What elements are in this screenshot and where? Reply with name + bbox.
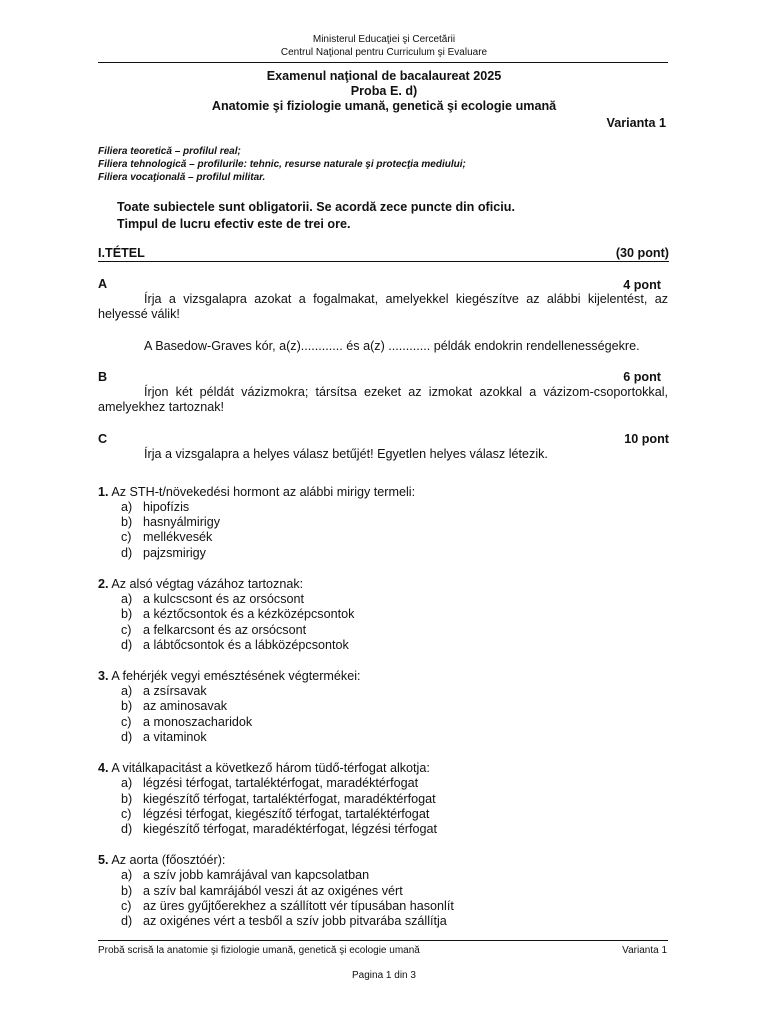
option-text: pajzsmirigy	[143, 546, 206, 560]
section-rule	[98, 261, 669, 262]
question-number: 5.	[98, 853, 109, 867]
footer-variant: Varianta 1	[622, 945, 667, 956]
option-text: a monoszacharidok	[143, 715, 253, 729]
filiera-teoretica: Filiera teoretică – profilul real;	[98, 146, 241, 157]
question-4-option-a	[121, 776, 418, 790]
option-letter: d)	[121, 546, 133, 560]
option-letter: d)	[121, 638, 133, 652]
question-2-option-d	[121, 638, 349, 652]
question-5-option-d	[121, 914, 447, 928]
header-rule	[98, 62, 668, 63]
question-text: Az alsó végtag vázához tartoznak:	[111, 577, 304, 591]
footer-subject: Probă scrisă la anatomie şi fiziologie umană, genetică şi ecologie umană	[98, 945, 420, 956]
option-letter: c)	[121, 899, 132, 913]
question-4-option-b	[121, 792, 436, 806]
ministry-name: Ministerul Educaţiei şi Cercetării	[312, 34, 456, 45]
section-label: I.TÉTEL	[98, 246, 145, 260]
option-letter: a)	[121, 592, 133, 606]
option-letter: b)	[121, 792, 133, 806]
option-text: kiegészítő térfogat, tartaléktérfogat, maradéktérfogat	[143, 792, 436, 806]
variant-label: Varianta 1	[606, 116, 666, 130]
option-letter: a)	[121, 684, 133, 698]
question-3	[98, 669, 361, 683]
option-letter: b)	[121, 607, 133, 621]
option-letter: b)	[121, 515, 133, 529]
exam-title: Examenul naţional de bacalaureat 2025	[266, 69, 502, 83]
question-4-option-c	[121, 807, 429, 821]
question-2-option-c	[121, 623, 306, 637]
part-a-letter: A	[98, 277, 108, 291]
question-2-option-b	[121, 607, 354, 621]
question-number: 1.	[98, 485, 109, 499]
part-b-task: Írjon két példát vázizmokra; társítsa ezeket az izmokat azokkal a vázizom-csoportokkal, amelyekhez tartoznak!	[98, 385, 668, 414]
part-b-letter: B	[98, 370, 108, 384]
option-text: a zsírsavak	[143, 684, 207, 698]
question-3-option-c	[121, 715, 252, 729]
option-letter: b)	[121, 884, 133, 898]
part-a-task: Írja a vizsgalapra azokat a fogalmakat, amelyekkel kiegészítve az alábbi kijelentést, az helyessé válik!	[98, 292, 668, 321]
option-text: a kulcscsont és az orsócsont	[143, 592, 304, 606]
question-text: Az aorta (főosztóér):	[111, 853, 226, 867]
part-b-points: 6 pont	[623, 370, 661, 384]
option-text: a vitaminok	[143, 730, 207, 744]
filiera-vocationala: Filiera vocaţională – profilul militar.	[98, 172, 266, 183]
option-letter: a)	[121, 500, 133, 514]
question-text: A fehérjék vegyi emésztésének végtermékei:	[111, 669, 361, 683]
option-text: légzési térfogat, kiegészítő térfogat, tartaléktérfogat	[143, 807, 430, 821]
question-4	[98, 761, 430, 775]
option-text: az aminosavak	[143, 699, 227, 713]
option-text: hasnyálmirigy	[143, 515, 220, 529]
option-text: mellékvesék	[143, 530, 213, 544]
question-number: 4.	[98, 761, 109, 775]
section-points: (30 pont)	[615, 246, 669, 260]
option-text: az oxigénes vért a tesből a szív jobb pitvarába szállítja	[143, 914, 447, 928]
option-letter: c)	[121, 807, 132, 821]
question-3-option-a	[121, 684, 207, 698]
option-letter: c)	[121, 530, 132, 544]
question-5	[98, 853, 225, 867]
option-text: az üres gyűjtőerekhez a szállított vér típusában hasonlít	[143, 899, 454, 913]
filiera-tehnologica: Filiera tehnologică – profilurile: tehnic, resurse naturale şi protecţia mediului;	[98, 159, 466, 170]
question-1-option-d	[121, 546, 206, 560]
question-3-option-d	[121, 730, 207, 744]
part-a-sentence: A Basedow-Graves kór, a(z)............ és a(z) ............ példák endokrin rendellenességekre.	[144, 339, 640, 353]
option-text: a lábtőcsontok és a lábközépcsontok	[143, 638, 349, 652]
center-name: Centrul Naţional pentru Curriculum şi Evaluare	[280, 47, 488, 58]
question-1-option-b	[121, 515, 220, 529]
option-text: a szív jobb kamrájával van kapcsolatban	[143, 868, 370, 882]
instruction-time: Timpul de lucru efectiv este de trei ore.	[117, 217, 351, 231]
footer-rule	[98, 940, 668, 941]
option-text: hipofízis	[143, 500, 190, 514]
option-letter: b)	[121, 699, 133, 713]
subject-title: Anatomie şi fiziologie umană, genetică şi ecologie umană	[211, 99, 557, 113]
option-letter: d)	[121, 730, 133, 744]
question-text: Az STH-t/növekedési hormont az alábbi mirigy termeli:	[111, 485, 416, 499]
question-5-option-b	[121, 884, 403, 898]
option-letter: d)	[121, 914, 133, 928]
question-1	[98, 485, 415, 499]
option-letter: c)	[121, 623, 132, 637]
question-number: 3.	[98, 669, 109, 683]
question-text: A vitálkapacitást a következő három tüdő-térfogat alkotja:	[111, 761, 430, 775]
instruction-mandatory: Toate subiectele sunt obligatorii. Se acordă zece puncte din oficiu.	[117, 200, 515, 214]
option-text: a szív bal kamrájából veszi át az oxigénes vért	[143, 884, 403, 898]
option-text: a felkarcsont és az orsócsont	[143, 623, 307, 637]
question-number: 2.	[98, 577, 109, 591]
option-text: a kéztőcsontok és a kézközépcsontok	[143, 607, 355, 621]
option-letter: d)	[121, 822, 133, 836]
question-5-option-a	[121, 868, 369, 882]
question-2-option-a	[121, 592, 304, 606]
part-c-points: 10 pont	[624, 432, 669, 446]
option-letter: c)	[121, 715, 132, 729]
part-c-task: Írja a vizsgalapra a helyes válasz betűjét! Egyetlen helyes válasz létezik.	[144, 447, 548, 461]
proba-title: Proba E. d)	[350, 84, 418, 98]
option-text: kiegészítő térfogat, maradéktérfogat, légzési térfogat	[143, 822, 438, 836]
option-letter: a)	[121, 776, 133, 790]
question-2	[98, 577, 303, 591]
question-3-option-b	[121, 699, 227, 713]
question-1-option-c	[121, 530, 212, 544]
question-4-option-d	[121, 822, 437, 836]
part-a-points: 4 pont	[623, 278, 661, 292]
question-5-option-c	[121, 899, 454, 913]
part-c-letter: C	[98, 432, 108, 446]
page-number: Pagina 1 din 3	[352, 970, 416, 981]
question-1-option-a	[121, 500, 189, 514]
option-letter: a)	[121, 868, 133, 882]
option-text: légzési térfogat, tartaléktérfogat, maradéktérfogat	[143, 776, 419, 790]
